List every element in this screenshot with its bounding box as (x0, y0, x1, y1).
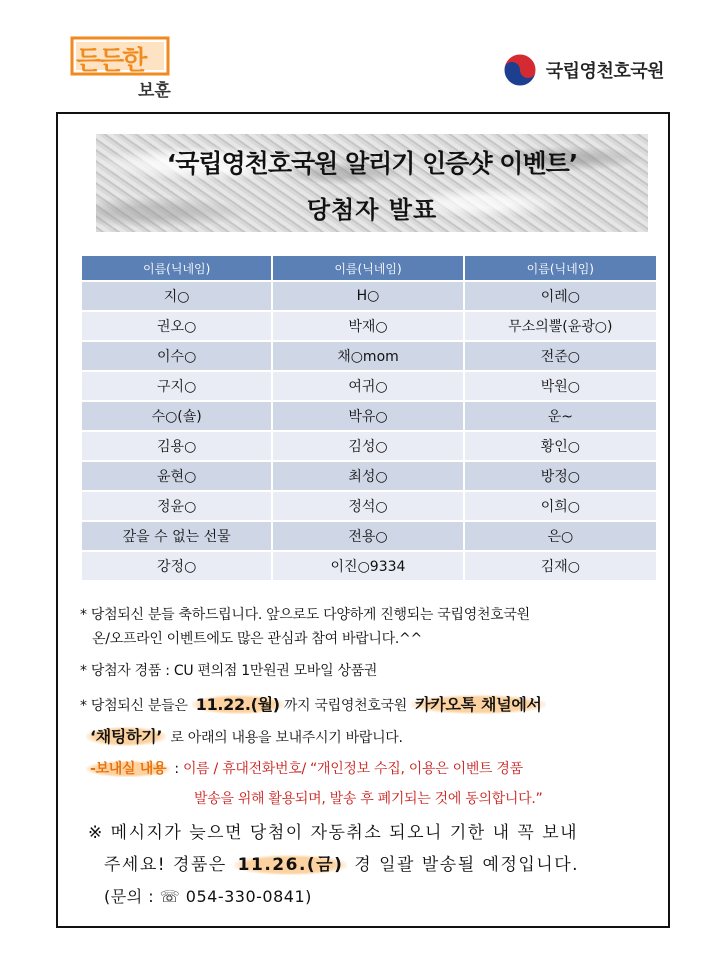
table-row (82, 342, 656, 370)
warning-line2 (104, 850, 579, 875)
table-cell: 정석○ (273, 492, 464, 520)
page-subtitle: 당첨자 발표 (306, 196, 438, 224)
table-cell: 최성○ (273, 462, 464, 490)
shipping-date: 11.26.(금) (234, 855, 348, 875)
table-cell: 지○ (82, 282, 273, 310)
table-cell: H○ (273, 282, 464, 310)
table-cell: 무소의뿔(윤광○) (465, 312, 656, 340)
notice-congrats-cont: 온/오프라인 이벤트에도 많은 관심과 참여 바랍니다.^^ (92, 631, 422, 647)
table-cell: 갚을 수 없는 선물 (82, 522, 273, 550)
table-row (82, 312, 656, 340)
table-row (82, 372, 656, 400)
table-cell: 수○(숄) (82, 402, 273, 430)
notice-chat (86, 724, 403, 747)
org-name: 국립영천호국원 (545, 61, 664, 82)
table-cell: 김성○ (273, 432, 464, 460)
table-cell: 박재○ (273, 312, 464, 340)
table-cell: 김용○ (82, 432, 273, 460)
table-row (82, 402, 656, 430)
send-content-line2: 발송을 위해 활용되며, 발송 후 폐기되는 것에 동의합니다.” (194, 791, 543, 807)
org-logo (502, 50, 664, 90)
table-cell: 전용○ (273, 522, 464, 550)
table-header-row (82, 256, 656, 280)
chat-label: ‘채팅하기’ (86, 727, 166, 746)
table-row (82, 282, 656, 310)
table-cell: 여귀○ (273, 372, 464, 400)
kakao-channel-text: 카카오톡 채널에서 (411, 695, 546, 714)
column-header: 이름(닉네임) (465, 256, 656, 280)
title-banner (96, 134, 648, 232)
notice-chat-suffix: 로 아래의 내용을 보내주시기 바랍니다. (170, 730, 403, 746)
warning-line2-suffix: 경 일괄 발송될 예정입니다. (354, 855, 580, 875)
notice-prize: * 당첨자 경품 : CU 편의점 1만원권 모바일 상품권 (80, 663, 378, 679)
table-cell: 이레○ (465, 282, 656, 310)
contact-info: (문의 : ☏ 054-330-0841) (104, 887, 312, 906)
notice-deadline-mid: 까지 국립영천호국원 (283, 698, 407, 714)
page-title: ‘국립영천호국원 알리기 인증샷 이벤트’ (166, 149, 578, 178)
table-cell: 이진○9334 (273, 552, 464, 580)
notice-congrats: * 당첨되신 분들 축하드립니다. 앞으로도 다양하게 진행되는 국립영천호국원 (80, 607, 530, 623)
table-row (82, 522, 656, 550)
brand-logo-sub: 보훈 (138, 81, 171, 101)
send-label: -보내실 내용 (86, 761, 170, 777)
table-cell: 박유○ (273, 402, 464, 430)
table-cell: 강정○ (82, 552, 273, 580)
column-header: 이름(닉네임) (273, 256, 464, 280)
winners-table (82, 254, 656, 582)
warning-line2-prefix: 주세요! 경품은 (104, 855, 227, 875)
table-cell: 이수○ (82, 342, 273, 370)
table-cell: 구지○ (82, 372, 273, 400)
table-cell: 전준○ (465, 342, 656, 370)
table-cell: 이희○ (465, 492, 656, 520)
table-cell: 황인○ (465, 432, 656, 460)
send-content (86, 758, 523, 778)
table-cell: 김재○ (465, 552, 656, 580)
send-content-line1: 이름 / 휴대전화번호/ “개인정보 수집, 이용은 이벤트 경품 (182, 761, 523, 777)
table-cell: 운~ (465, 402, 656, 430)
announcement-frame (56, 112, 670, 928)
deadline-date: 11.22.(월) (192, 695, 284, 714)
table-cell: 윤현○ (82, 462, 273, 490)
table-cell: 채○mom (273, 342, 464, 370)
table-cell: 은○ (465, 522, 656, 550)
table-cell: 박원○ (465, 372, 656, 400)
table-row (82, 552, 656, 580)
taegeuk-emblem-icon (502, 52, 538, 88)
send-colon: : (174, 761, 179, 777)
notice-deadline-prefix: * 당첨되신 분들은 (80, 698, 188, 714)
table-cell: 정윤○ (82, 492, 273, 520)
brand-logo-text: 든든한 (76, 46, 146, 76)
table-row (82, 462, 656, 490)
brand-logo-left (70, 36, 180, 100)
table-cell: 방정○ (465, 462, 656, 490)
table-row (82, 492, 656, 520)
warning-line1: ※ 메시지가 늦으면 당첨이 자동취소 되오니 기한 내 꼭 보내 (88, 823, 579, 843)
column-header: 이름(닉네임) (82, 256, 273, 280)
table-cell: 권오○ (82, 312, 273, 340)
table-row (82, 432, 656, 460)
notice-deadline (80, 692, 546, 715)
